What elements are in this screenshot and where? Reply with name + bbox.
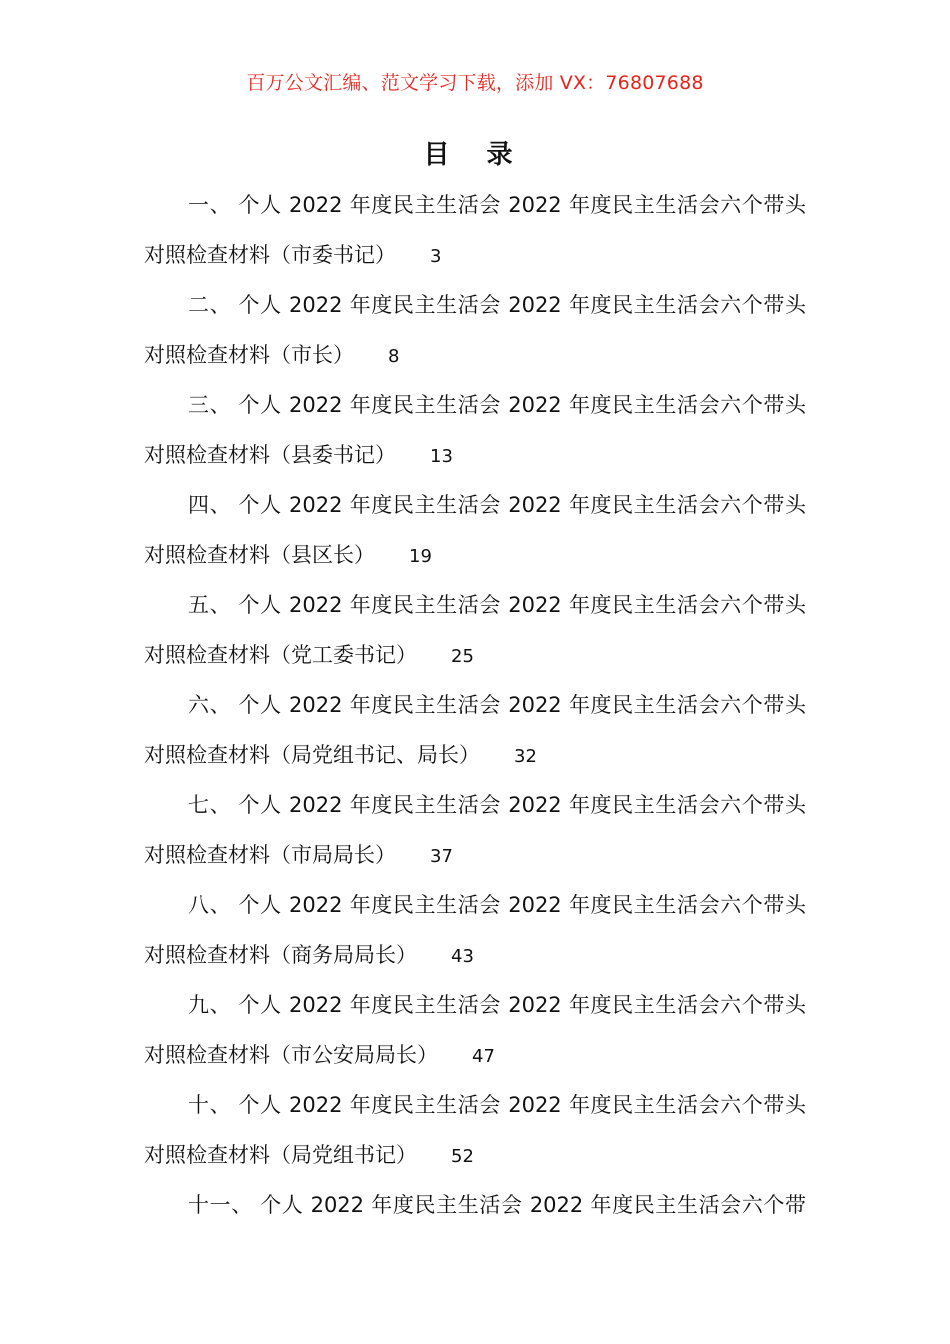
toc-entry-subtitle-text: 对照检查材料（县委书记） <box>144 443 396 467</box>
toc-page-number: 13 <box>430 446 453 467</box>
toc-entry-heading: 九、 个人 2022 年度民主生活会 2022 年度民主生活会六个带头 <box>188 993 806 1017</box>
toc-entry-subtitle-text: 对照检查材料（局党组书记、局长） <box>144 743 480 767</box>
toc-entry[interactable] <box>144 480 806 580</box>
toc-entry[interactable] <box>144 980 806 1080</box>
toc-entry[interactable] <box>144 680 806 780</box>
toc-entry-subtitle-text: 对照检查材料（商务局局长） <box>144 943 417 967</box>
toc-entry-subtitle <box>144 530 806 580</box>
toc-entry-heading: 八、 个人 2022 年度民主生活会 2022 年度民主生活会六个带头 <box>188 893 806 917</box>
toc-page-number: 52 <box>451 1146 474 1167</box>
toc-entry[interactable] <box>144 780 806 880</box>
toc-entry-heading: 一、 个人 2022 年度民主生活会 2022 年度民主生活会六个带头 <box>188 193 806 217</box>
toc-entry-heading: 四、 个人 2022 年度民主生活会 2022 年度民主生活会六个带头 <box>188 493 806 517</box>
toc-page-number: 25 <box>451 646 474 667</box>
toc-page-number: 3 <box>430 246 442 267</box>
toc-entry-subtitle <box>144 230 806 280</box>
toc-entry-heading: 七、 个人 2022 年度民主生活会 2022 年度民主生活会六个带头 <box>188 793 806 817</box>
toc-page-number: 8 <box>388 346 400 367</box>
toc-page-number: 32 <box>514 746 537 767</box>
toc-entry-subtitle <box>144 730 806 780</box>
table-of-contents <box>144 180 806 1230</box>
toc-entry[interactable] <box>144 580 806 680</box>
toc-entry[interactable] <box>144 880 806 980</box>
toc-entry[interactable] <box>144 1180 806 1230</box>
toc-entry-subtitle <box>144 930 806 980</box>
toc-entry-subtitle-text: 对照检查材料（县区长） <box>144 543 375 567</box>
toc-entry-subtitle <box>144 630 806 680</box>
toc-entry-subtitle-text: 对照检查材料（市长） <box>144 343 354 367</box>
toc-entry-subtitle-text: 对照检查材料（市委书记） <box>144 243 396 267</box>
toc-entry-subtitle-text: 对照检查材料（市公安局局长） <box>144 1043 438 1067</box>
toc-entry[interactable] <box>144 380 806 480</box>
toc-entry[interactable] <box>144 1080 806 1180</box>
toc-entry[interactable] <box>144 180 806 280</box>
toc-entry-heading: 六、 个人 2022 年度民主生活会 2022 年度民主生活会六个带头 <box>188 693 806 717</box>
toc-entry-subtitle <box>144 430 806 480</box>
toc-entry-heading: 十一、 个人 2022 年度民主生活会 2022 年度民主生活会六个带 <box>188 1193 806 1217</box>
toc-entry-subtitle <box>144 1030 806 1080</box>
page-title: 目 录 <box>423 140 527 170</box>
toc-page-number: 19 <box>409 546 432 567</box>
toc-entry-heading: 十、 个人 2022 年度民主生活会 2022 年度民主生活会六个带头 <box>188 1093 806 1117</box>
toc-entry-subtitle-text: 对照检查材料（局党组书记） <box>144 1143 417 1167</box>
toc-page-number: 43 <box>451 946 474 967</box>
toc-entry-heading: 五、 个人 2022 年度民主生活会 2022 年度民主生活会六个带头 <box>188 593 806 617</box>
toc-entry-subtitle <box>144 830 806 880</box>
header-banner: 百万公文汇编、范文学习下载，添加 VX：76807688 <box>246 72 704 94</box>
toc-entry-heading: 三、 个人 2022 年度民主生活会 2022 年度民主生活会六个带头 <box>188 393 806 417</box>
toc-entry-subtitle <box>144 1130 806 1180</box>
toc-entry[interactable] <box>144 280 806 380</box>
toc-entry-subtitle-text: 对照检查材料（党工委书记） <box>144 643 417 667</box>
toc-entry-heading: 二、 个人 2022 年度民主生活会 2022 年度民主生活会六个带头 <box>188 293 806 317</box>
toc-entry-subtitle-text: 对照检查材料（市局局长） <box>144 843 396 867</box>
toc-page-number: 47 <box>472 1046 495 1067</box>
toc-entry-subtitle <box>144 330 806 380</box>
toc-page-number: 37 <box>430 846 453 867</box>
